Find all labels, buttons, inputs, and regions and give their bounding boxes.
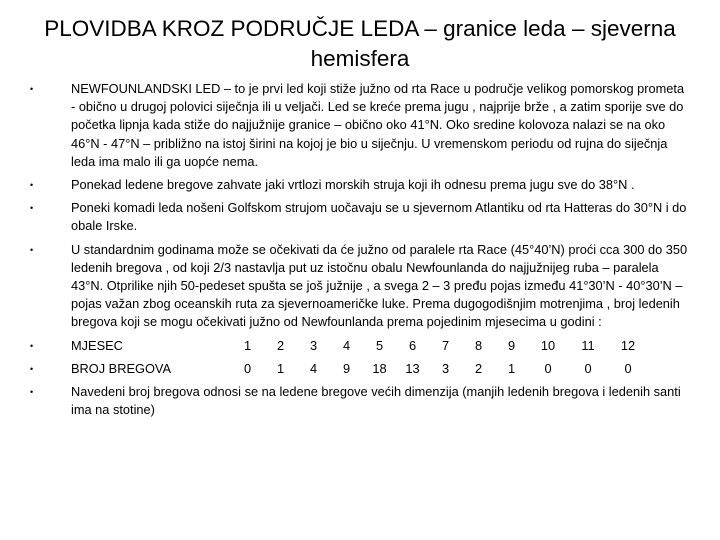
bullet-list xyxy=(28,80,688,424)
month-cell: 5 xyxy=(375,337,384,353)
count-cell: 0 xyxy=(624,360,632,376)
bullet-icon: • xyxy=(30,363,34,374)
months-row xyxy=(28,337,688,355)
month-cell: 1 xyxy=(243,337,252,353)
month-cell: 2 xyxy=(276,337,285,353)
count-cell: 1 xyxy=(276,360,285,376)
count-cell: 13 xyxy=(405,360,420,376)
paragraph-newfoundland-ice: NEWFOUNLANDSKI LED – to je prvi led koji stiže južno od rta Race u područje velikog pomorskog prometa - obično u drugoj polovici siječnja ili u veljači. Led se kreće prema jugu , najprije brže , a zatim sporije sve do početka lipnja kada stiže do najjužnije granice – obično oko 41°N. Oko sredine kolovoza nalazi se na oko 46°N - 47°N – približno na istoj širini na kojoj je bio u siječnju. U vremenskom periodu od rujna do siječnja leda ima malo ili ga uopće nema. xyxy=(71,81,685,169)
month-cell: 7 xyxy=(441,337,450,353)
counts-row xyxy=(28,360,688,378)
count-cell: 0 xyxy=(584,360,592,376)
bullet-icon: • xyxy=(30,180,34,191)
count-cell: 4 xyxy=(309,360,318,376)
count-cell: 2 xyxy=(474,360,483,376)
slide-title: PLOVIDBA KROZ PODRUČJE LEDA – granice leda – sjeverna hemisfera xyxy=(44,16,676,71)
bullet-icon: • xyxy=(30,203,34,214)
count-cell: 1 xyxy=(507,360,516,376)
count-cell: 0 xyxy=(544,360,552,376)
paragraph-standard-years: U standardnim godinama može se očekivati da će južno od paralele rta Race (45°40’N) proći cca 300 do 350 ledenih bregova , od koji 2/3 nastavlja put uz istočnu obalu Newfounlanda do najjužnijeg ruba – paralela 43°N. Otprilike njih 50-pedeset spušta se još južnije , a svega 2 – 3 pređu pojas između 41°30’N - 40°30’N – pojas važan zbog oceanskih ruta za sjevernoameričke luke. Prema dugogodišnjim motrenjima , broj ledenih bregova koji se mogu očekivati južno od Newfounlanda prema pojedinim mjesecima u godini : xyxy=(71,241,688,330)
month-cell: 11 xyxy=(581,337,595,353)
bullet-icon: • xyxy=(30,84,34,94)
count-cell: 18 xyxy=(372,360,387,376)
paragraph-currents: Ponekad ledene bregove zahvate jaki vrtlozi morskih struja koji ih odnesu prema jugu sve do 38°N . xyxy=(71,177,635,193)
paragraph-gulf-stream: Poneki komadi leda nošeni Golfskom strujom uočavaju se u sjevernom Atlantiku od rta Hatteras do 30°N i do obale Irske. xyxy=(71,200,687,234)
month-cell: 6 xyxy=(408,337,417,353)
counts-row-label: BROJ BREGOVA xyxy=(71,360,172,376)
list-item xyxy=(28,383,688,419)
list-item xyxy=(28,80,688,171)
month-cell: 9 xyxy=(507,337,516,353)
bullet-icon: • xyxy=(30,340,34,351)
list-item xyxy=(28,199,688,235)
list-item xyxy=(28,241,688,332)
month-cell: 10 xyxy=(540,337,556,353)
count-cell: 3 xyxy=(441,360,450,376)
bullet-icon: • xyxy=(30,244,34,255)
count-cell: 9 xyxy=(342,360,351,376)
months-row-label: MJESEC xyxy=(71,337,123,353)
list-item xyxy=(28,176,688,194)
paragraph-footnote: Navedeni broj bregova odnosi se na ledene bregove većih dimenzija (manjih ledenih bregova i ledenih santi ima na stotine) xyxy=(71,384,681,418)
month-cell: 4 xyxy=(342,337,351,353)
month-cell: 3 xyxy=(309,337,318,353)
month-cell: 12 xyxy=(620,337,636,353)
month-cell: 8 xyxy=(474,337,483,353)
count-cell: 0 xyxy=(243,360,252,376)
bullet-icon: • xyxy=(30,387,34,398)
